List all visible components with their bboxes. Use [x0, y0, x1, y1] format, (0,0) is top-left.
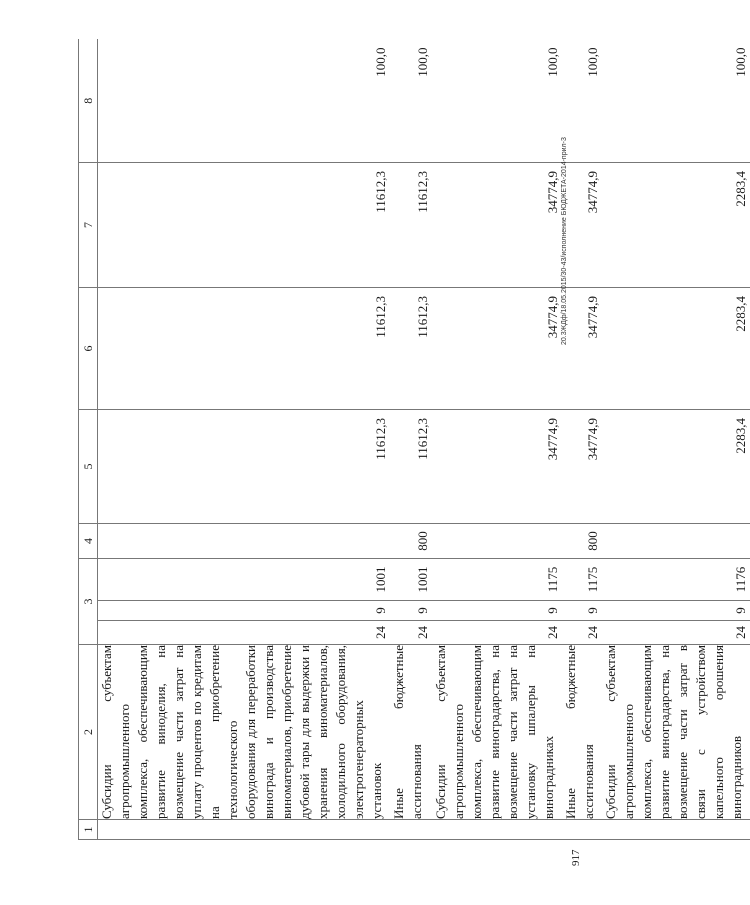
- table-row: [432, 39, 562, 839]
- value-col-7: 2283,4: [602, 162, 750, 287]
- row-number-cell: [390, 820, 432, 840]
- row-name: Субсидии субъектам агропромышленного комплекса, обеспечивающим развитие виноградарства, на возмещение части затрат в связи с устройством капельного орошения виноградников: [602, 645, 750, 820]
- row-number-cell: [432, 820, 562, 840]
- page-number: 917: [570, 849, 582, 866]
- code-vr: [602, 523, 750, 558]
- code-section: 9: [98, 601, 391, 621]
- header-col-4: 4: [79, 523, 98, 558]
- code-target: 1176: [602, 558, 750, 600]
- value-col-5: 34774,9: [562, 409, 602, 523]
- row-number-cell: [602, 820, 750, 840]
- row-name: Субсидии субъектам агропромышленного комплекса, обеспечивающим развитие виноделия, на возмещение части затрат на уплату процентов по кредитам на приобретение технологического оборудования для переработки винограда и производства виноматериалов, приобретение дубовой тары для выдержки и хранения виноматериалов, холодильного оборудования, электрогенераторных установок: [98, 645, 391, 820]
- code-gr: 24: [562, 621, 602, 645]
- code-section: 9: [390, 601, 432, 621]
- code-gr: 24: [602, 621, 750, 645]
- row-name: Иные бюджетные ассигнования: [562, 645, 602, 820]
- budget-table: [78, 39, 750, 840]
- row-number-cell: [562, 820, 602, 840]
- header-col-3: 3: [79, 558, 98, 644]
- code-vr: [432, 523, 562, 558]
- value-col-6: 34774,9: [432, 287, 562, 409]
- header-col-5: 5: [79, 409, 98, 523]
- header-col-8: 8: [79, 39, 98, 162]
- rotated-page: [78, 40, 748, 840]
- value-col-8: 100,0: [373, 47, 388, 77]
- code-vr: [98, 523, 391, 558]
- code-gr: 24: [98, 621, 391, 645]
- value-col-8: 100,0: [545, 47, 560, 77]
- file-path-note: [561, 125, 573, 345]
- header-col-6: 6: [79, 287, 98, 409]
- value-col-6: 11612,3: [390, 287, 432, 409]
- value-col-7: 11612,3: [98, 162, 391, 287]
- value-col-7: 11612,3: [390, 162, 432, 287]
- code-vr: 800: [562, 523, 602, 558]
- row-name: Иные бюджетные ассигнования: [390, 645, 432, 820]
- file-path-text: 20.3ЖДф/18.05.2015/30-43/исполнение БЮДЖЕТА-2014-прил-3: [561, 137, 568, 345]
- code-target: 1175: [562, 558, 602, 600]
- value-col-7: 34774,9: [432, 162, 562, 287]
- row-number-cell: [98, 820, 391, 840]
- table-row: [98, 39, 391, 839]
- code-target: 1175: [432, 558, 562, 600]
- value-col-5: 34774,9: [432, 409, 562, 523]
- value-col-6: 11612,3: [98, 287, 391, 409]
- value-col-8: 100,0: [585, 47, 600, 77]
- row-name: Субсидии субъектам агропромышленного комплекса, обеспечивающим развитие виноградарства, на возмещение части затрат на установку шпалеры на виноградниках: [432, 645, 562, 820]
- value-col-5: 11612,3: [390, 409, 432, 523]
- value-col-6: 2283,4: [602, 287, 750, 409]
- value-col-7: 34774,9: [562, 162, 602, 287]
- value-col-8: 100,0: [733, 47, 748, 77]
- value-col-8: 100,0: [415, 47, 430, 77]
- header-col-2: 2: [79, 645, 98, 820]
- header-col-1: 1: [79, 820, 98, 840]
- code-target: 1001: [390, 558, 432, 600]
- code-section: 9: [602, 601, 750, 621]
- value-col-6: 34774,9: [562, 287, 602, 409]
- code-vr: 800: [390, 523, 432, 558]
- code-gr: 24: [432, 621, 562, 645]
- code-section: 9: [432, 601, 562, 621]
- table-row: [602, 39, 750, 839]
- code-section: 9: [562, 601, 602, 621]
- header-row: [79, 39, 98, 839]
- value-col-5: 11612,3: [98, 409, 391, 523]
- code-gr: 24: [390, 621, 432, 645]
- table-row: [390, 39, 432, 839]
- header-col-7: 7: [79, 162, 98, 287]
- code-target: 1001: [98, 558, 391, 600]
- value-col-5: 2283,4: [602, 409, 750, 523]
